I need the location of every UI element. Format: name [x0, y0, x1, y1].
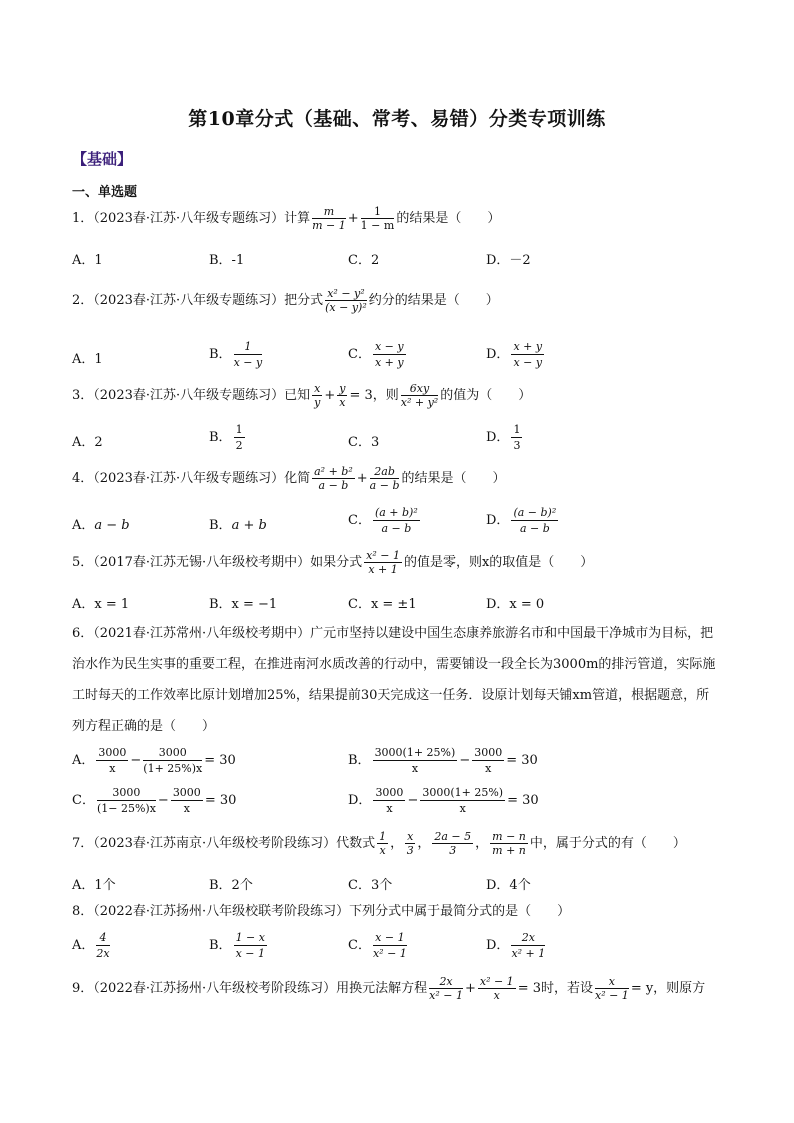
q3-option-b: B． $\frac{1}{2}$ [209, 423, 243, 452]
q7-option-d: D．4个 [486, 878, 531, 893]
fraction-denominator: x [183, 802, 190, 815]
fraction-numerator: m [312, 206, 346, 219]
q2-option-c: C． $\frac{x - y}{x + y}$ [348, 340, 404, 369]
fraction-numerator: x² − y² [325, 288, 367, 301]
fraction [171, 786, 203, 815]
fraction-denominator: x² − 1 [429, 989, 463, 1002]
fraction-numerator: 3000 [172, 786, 201, 799]
fraction [373, 340, 406, 369]
fraction-denominator: m − 1 [312, 219, 346, 232]
fraction-numerator: 1 [513, 423, 521, 436]
fraction-numerator: 3000(1+ 25%) [422, 786, 504, 799]
q2-stem-pre: 2．（2023春·江苏·八年级专题练习）把分式 [72, 293, 324, 308]
fraction-numerator: x² − 1 [366, 549, 400, 562]
q9-stem-mid: = 3时，若设 [517, 981, 593, 996]
fraction [312, 383, 322, 408]
fraction-numerator: 3000 [98, 746, 127, 759]
fraction [478, 976, 516, 1001]
fraction [511, 931, 545, 960]
fraction-denominator: 2 [235, 439, 243, 452]
fraction [337, 383, 347, 408]
fraction [143, 746, 202, 775]
fraction-denominator: x + y [374, 356, 404, 369]
fraction-numerator: 6xy [401, 383, 438, 396]
fraction-numerator: 1 [235, 423, 243, 436]
fraction-numerator: 2ab [370, 466, 400, 479]
question-6: 6．（2021春·江苏常州·八年级校考期中）广元市坚持以建设中国生态康养旅游名市和中国最干净城市为目标，把治水作为民生实事的重要工程，在推进南河水质改善的行动中，需要铺设一段全长为3000m的排污管道，实际施工时每天的工作效率比原计划增加25%，结果提前30天完成这一任务．设原计划每天铺xm管道，根据题意，所列方程正确的是（ ） [72, 626, 716, 734]
q1-option-b: B．-1 [209, 253, 245, 268]
fraction-numerator: (a + b)² [374, 506, 418, 519]
fraction-denominator: 1 − m [360, 219, 395, 232]
fraction-denominator: a − b [381, 522, 412, 535]
fraction-denominator: y [314, 396, 321, 409]
page-title: 第10章分式（基础、常考、易错）分类专项训练 [188, 108, 606, 130]
q7-option-c: C．3个 [348, 878, 393, 893]
fraction [312, 466, 355, 491]
fraction [373, 506, 420, 535]
question-2 [72, 288, 499, 313]
fraction-numerator: x − 1 [373, 931, 407, 946]
q6-option-c: C． $\frac{3000}{(1- 25\%)x}$ − $\frac{3000}{x}$ = 30 [72, 786, 237, 815]
fraction-numerator: x² − 1 [479, 975, 514, 988]
fraction-denominator: x + 1 [368, 563, 398, 576]
fraction-numerator: 3000 [97, 786, 156, 801]
fraction-numerator: x [595, 976, 629, 989]
fraction-denominator: x [411, 762, 419, 775]
fraction-denominator: (x − y)² [325, 301, 367, 314]
fraction [401, 383, 438, 408]
q2-option-d: D． $\frac{x + y}{x - y}$ [486, 340, 543, 369]
fraction [405, 831, 415, 856]
fraction-denominator: x² + 1 [511, 947, 546, 960]
question-4: 4．（2023春·江苏·八年级专题练习）化简 $\frac{\text{a² + b²}}{a - b}$ + $\frac{2ab}{a - b}$ 的结果是（ ） [72, 465, 506, 492]
q2-option-b: B． $\frac{1}{x - y}$ [209, 340, 263, 369]
fraction [429, 976, 463, 1001]
fraction-denominator: x [459, 802, 466, 815]
fraction-denominator: a − b [519, 522, 550, 535]
q4-option-d: D． $\frac{\text{(a − b)²}}{a - b}$ [486, 506, 557, 535]
fraction-numerator: 2x [429, 976, 463, 989]
section-tag: 【基础】 [72, 150, 133, 168]
fraction-denominator: x [339, 396, 346, 409]
fraction-numerator: 1 − x [235, 931, 265, 944]
fraction [420, 786, 505, 815]
q6-option-b: B． $\frac{3000(1+ 25\%)}{x}$ − $\frac{3000}{x}$ = 30 [348, 746, 538, 775]
q5-option-c: C．x = ±1 [348, 597, 417, 612]
q1-option-c: C．2 [348, 253, 380, 268]
fraction-numerator: x [314, 382, 321, 395]
q4-stem-pre: 4．（2023春·江苏·八年级专题练习）化简 [72, 471, 311, 486]
fraction-denominator: 3 [513, 439, 521, 452]
q5-option-a: A．x = 1 [72, 597, 130, 612]
q7-stem-pre: 7．（2023春·江苏南京·八年级校考阶段练习）代数式 [72, 836, 376, 851]
fraction-numerator: 3000 [375, 786, 404, 799]
q3-option-a: A．2 [72, 435, 103, 450]
fraction [373, 786, 405, 815]
q3-option-d: D． $\frac{1}{3}$ [486, 423, 521, 452]
fraction-denominator: x − 1 [235, 947, 265, 960]
fraction-denominator: x² − 1 [594, 989, 629, 1002]
fraction [364, 550, 402, 575]
fraction [490, 831, 528, 856]
fraction-denominator: x [386, 802, 393, 815]
fraction-numerator: 1 [361, 206, 395, 219]
q1-stem-pre: 1．（2023春·江苏·八年级专题练习）计算 [72, 211, 311, 226]
fraction-denominator: 2x [96, 947, 110, 960]
q2-option-a: A．1 [72, 352, 103, 367]
q8-option-b: B． $\frac{1 - x}{x - 1}$ [209, 931, 265, 960]
fraction-numerator: x − y [374, 340, 404, 353]
fraction-denominator: 3 [449, 844, 457, 857]
question-5 [72, 550, 593, 575]
fraction-numerator: y [339, 382, 346, 395]
q7-option-a: A．1个 [72, 878, 116, 893]
fraction [234, 931, 267, 960]
q6-option-d: D． $\frac{3000}{x}$ − $\frac{3000(1+ 25\%)}{x}$ = 30 [348, 786, 539, 815]
fraction-denominator: x [379, 844, 386, 857]
q5-option-b: B．x = −1 [209, 597, 278, 612]
fraction [377, 831, 388, 856]
question-1: 1．（2023春·江苏·八年级专题练习）计算 $\frac{m}{m - 1}$ + $\frac{1}{1 - m}$ 的结果是（ ） [72, 205, 501, 232]
question-7: 7．（2023春·江苏南京·八年级校考阶段练习）代数式 $\frac{1}{x}$ ， $\frac{x}{3}$ ， $\frac{2a - 5}{3}$ ， $\frac{m - n}{m + n}$ 中，属于分式的有（ ） [72, 830, 686, 857]
fraction-numerator: 3000(1+ 25%) [374, 746, 456, 759]
q1-frac-b [361, 206, 395, 231]
fraction [234, 423, 245, 452]
q1-stem-post: 的结果是（ ） [396, 211, 501, 226]
fraction-numerator: x [407, 830, 414, 843]
fraction-numerator: 2x [511, 931, 545, 946]
q8-option-c: C． $\frac{x - 1}{\text{x² − 1}}$ [348, 931, 407, 960]
fraction-denominator: 3 [406, 844, 414, 857]
fraction [96, 746, 128, 775]
fraction-numerator: 4 [96, 931, 109, 946]
q3-option-c: C．3 [348, 435, 380, 450]
q5-stem-pre: 5．（2017春·江苏无锡·八年级校考期中）如果分式 [72, 555, 363, 570]
q9-stem-post: = y，则原方 [630, 981, 706, 996]
q5-option-d: D．x = 0 [486, 597, 545, 612]
fraction [373, 931, 407, 960]
q1-option-d: D．－2 [486, 253, 531, 268]
fraction [373, 746, 458, 775]
fraction-numerator: a² + b² [314, 465, 353, 478]
fraction-numerator: m − n [492, 830, 526, 843]
fraction-denominator: x² − 1 [372, 947, 407, 960]
question-9: 9．（2022春·江苏扬州·八年级校考阶段练习）用换元法解方程 $\frac{2x}{\text{x² − 1}}$ + $\frac{\text{x² − 1}}{x}$ = 3时，若设 $\frac{x}{\text{x² − 1}}$ = y，则原方 [72, 975, 706, 1002]
q3-stem-post: 的值为（ ） [440, 388, 532, 403]
fraction-denominator: m + n [492, 844, 526, 857]
fraction [511, 340, 544, 369]
q2-frac [325, 288, 367, 313]
section-subhead: 一、单选题 [72, 185, 138, 200]
q7-option-b: B．2个 [209, 878, 253, 893]
fraction [96, 931, 109, 960]
q9-stem-pre: 9．（2022春·江苏扬州·八年级校考阶段练习）用换元法解方程 [72, 981, 428, 996]
fraction-denominator: a − b [369, 479, 400, 492]
fraction-denominator: x − y [233, 356, 263, 369]
fraction [511, 506, 558, 535]
fraction-numerator: x + y [513, 340, 543, 353]
fraction-numerator: 2a − 5 [434, 830, 472, 843]
q4-option-c: C． $\frac{\text{(a + b)²}}{a - b}$ [348, 506, 418, 535]
q4-option-b: B．a + b [209, 518, 267, 533]
fraction-denominator: x² + y² [400, 396, 439, 409]
q5-stem-post: 的值是零，则x的取值是（ ） [403, 555, 594, 570]
fraction [234, 340, 263, 369]
fraction [432, 831, 473, 856]
fraction-numerator: 1 [234, 340, 263, 355]
fraction [97, 786, 156, 815]
fraction-denominator: (1− 25%)x [96, 802, 156, 815]
q6-option-a: A． $\frac{3000}{x}$ − $\frac{3000}{(1+ 25\%)x}$ = 30 [72, 746, 236, 775]
fraction-numerator: 3000 [474, 746, 503, 759]
q4-stem-post: 的结果是（ ） [401, 471, 506, 486]
fraction [595, 976, 629, 1001]
fraction-denominator: x [485, 762, 492, 775]
fraction-numerator: (a − b)² [513, 506, 557, 519]
fraction-numerator: 1 [379, 830, 387, 843]
q1-option-a: A．1 [72, 253, 103, 268]
fraction-denominator: x − y [513, 356, 543, 369]
q2-stem-post: 约分的结果是（ ） [368, 293, 499, 308]
fraction [370, 466, 400, 491]
q7-stem-post: 中，属于分式的有（ ） [529, 836, 686, 851]
q3-stem-mid: = 3，则 [349, 388, 399, 403]
fraction [511, 423, 522, 452]
q1-frac-a [312, 206, 346, 231]
fraction-denominator: x [493, 989, 500, 1002]
q8-option-d: D． $\frac{2x}{\text{x² + 1}}$ [486, 931, 546, 960]
fraction-numerator: 3000 [143, 746, 202, 761]
q3-stem-pre: 3．（2023春·江苏·八年级专题练习）已知 [72, 388, 311, 403]
fraction-denominator: a − b [318, 479, 349, 492]
question-3: 3．（2023春·江苏·八年级专题练习）已知 $\frac{x}{y}$ + $\frac{y}{x}$ = 3，则 $\frac{6xy}{\text{x² + y²}}$ 的值为（ ） [72, 382, 532, 409]
question-8: 8．（2022春·江苏扬州·八年级校联考阶段练习）下列分式中属于最简分式的是（ ） [72, 904, 571, 919]
q4-option-a: A．a − b [72, 518, 130, 533]
fraction-denominator: x [109, 762, 116, 775]
q8-option-a: A． $\frac{4}{2x}$ [72, 931, 110, 960]
fraction-denominator: (1+ 25%)x [143, 762, 203, 775]
fraction [472, 746, 504, 775]
